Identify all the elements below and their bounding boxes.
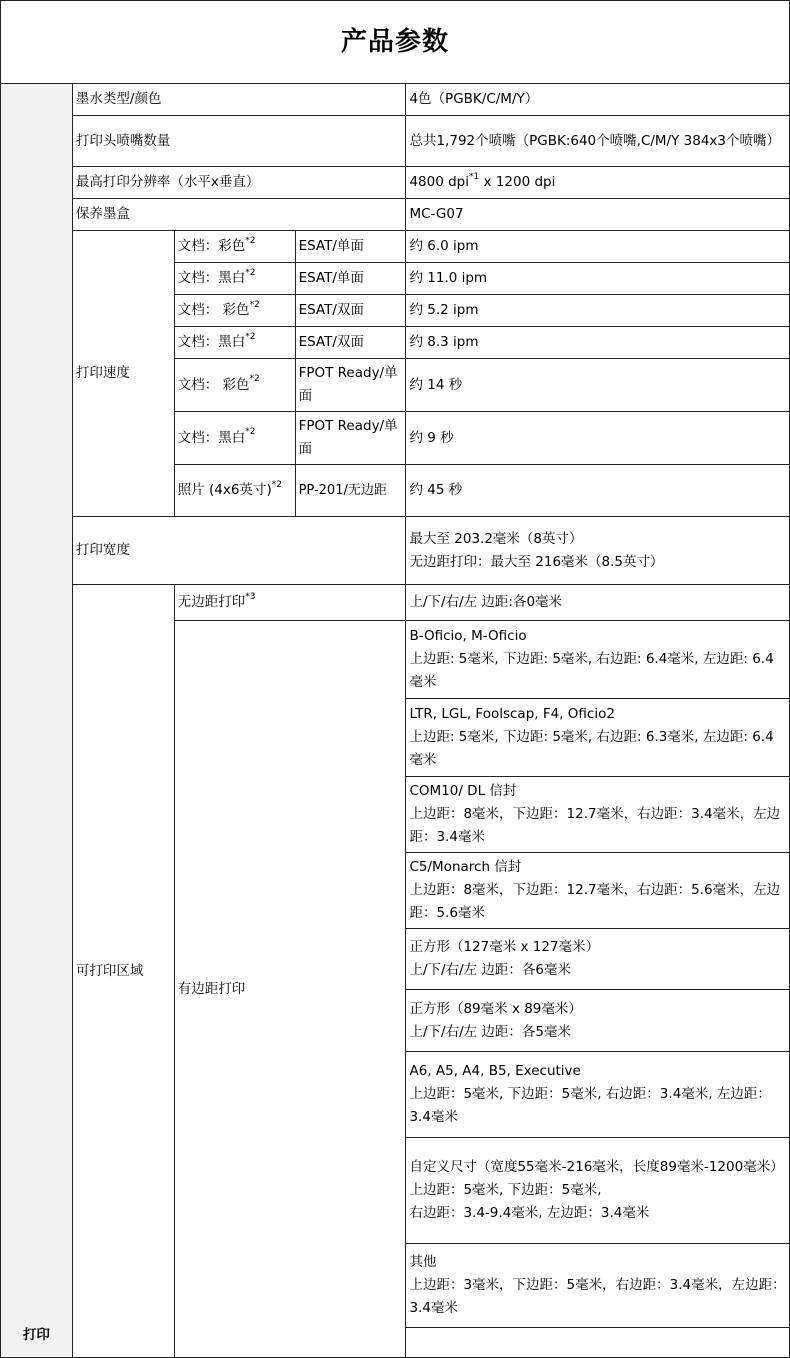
speed-doc xyxy=(174,359,295,412)
cartridge-label: 保养墨盒 xyxy=(72,199,406,231)
margin-item-body: 上边距: 5毫米, 下边距: 5毫米, 右边距: 6.4毫米, 左边距: 6.4毫米 xyxy=(409,651,774,690)
borderless-label-text: 无边距打印 xyxy=(177,594,246,610)
margin-item-head: 正方形（89毫米 x 89毫米） xyxy=(409,1000,582,1017)
speed-doc xyxy=(174,412,295,465)
width-line-1: 最大至 203.2毫米（8英寸） xyxy=(409,530,583,547)
width-value xyxy=(406,517,790,585)
borderless-label xyxy=(174,585,406,621)
margin-item xyxy=(406,699,790,777)
margin-item-body: 上/下/右/左 边距：各6毫米 xyxy=(409,962,571,978)
margin-item xyxy=(406,929,790,990)
speed-doc xyxy=(174,465,295,517)
width-line-2: 无边距打印：最大至 216毫米（8.5英寸） xyxy=(409,553,664,570)
speed-doc-text: 文档：黑白 xyxy=(177,334,246,350)
speed-doc xyxy=(174,231,295,263)
speed-doc-text: 照片 (4x6英寸) xyxy=(177,482,272,498)
margin-item xyxy=(406,777,790,853)
footnote-mark: *1 xyxy=(469,171,480,182)
cartridge-value: MC-G07 xyxy=(406,199,790,231)
speed-doc-text: 文档：黑白 xyxy=(177,270,246,286)
margin-item-body: 上边距：3毫米，下边距：5毫米，右边距：3.4毫米，左边距：3.4毫米 xyxy=(409,1277,786,1316)
speed-value: 约 11.0 ipm xyxy=(406,263,790,295)
speed-value: 约 5.2 ipm xyxy=(406,295,790,327)
area-label: 可打印区域 xyxy=(72,585,174,1358)
margin-item-body: 上边距：5毫米, 下边距：5毫米, xyxy=(409,1182,602,1198)
speed-mode: FPOT Ready/单面 xyxy=(295,359,406,412)
resolution-label: 最高打印分辨率（水平x垂直） xyxy=(72,167,406,199)
speed-value: 约 8.3 ipm xyxy=(406,327,790,359)
ink-type-value: 4色（PGBK/C/M/Y） xyxy=(406,84,790,116)
bordered-label: 有边距打印 xyxy=(174,621,406,1358)
footnote-mark: *2 xyxy=(249,374,260,384)
speed-doc-text: 文档：彩色 xyxy=(177,238,246,254)
speed-mode: ESAT/双面 xyxy=(295,327,406,359)
speed-doc xyxy=(174,295,295,327)
margin-item-empty xyxy=(406,1328,790,1358)
speed-mode: PP-201/无边距 xyxy=(295,465,406,517)
margin-item-body: 上边距：8毫米，下边距：12.7毫米，右边距：5.6毫米，左边距：5.6毫米 xyxy=(409,882,781,921)
speed-label: 打印速度 xyxy=(72,231,174,517)
margin-item-head: LTR, LGL, Foolscap, F4, Oficio2 xyxy=(409,706,615,722)
speed-doc xyxy=(174,327,295,359)
resolution-value xyxy=(406,167,790,199)
nozzles-value: 总共1,792个喷嘴（PGBK:640个喷嘴,C/M/Y 384x3个喷嘴） xyxy=(406,116,790,167)
footnote-mark: *2 xyxy=(271,479,282,490)
footnote-mark: *3 xyxy=(245,591,256,602)
footnote-mark: *2 xyxy=(245,331,256,342)
margin-item xyxy=(406,1244,790,1328)
speed-mode: ESAT/双面 xyxy=(295,295,406,327)
margin-item-body: 上边距：8毫米，下边距：12.7毫米，右边距：3.4毫米，左边距：3.4毫米 xyxy=(409,806,781,845)
resolution-value-post: x 1200 dpi xyxy=(479,174,556,190)
margin-item-head: COM10/ DL 信封 xyxy=(409,783,517,799)
speed-value: 约 6.0 ipm xyxy=(406,231,790,263)
margin-item-head: 其他 xyxy=(409,1254,437,1270)
resolution-value-pre: 4800 dpi xyxy=(409,174,470,190)
speed-doc-text: 文档： 彩色 xyxy=(177,302,250,318)
margin-item-head: 正方形（127毫米 x 127毫米） xyxy=(409,939,600,955)
footnote-mark: *2 xyxy=(249,299,260,310)
footnote-mark: *2 xyxy=(245,427,256,437)
speed-value: 约 45 秒 xyxy=(406,465,790,517)
margin-item-body: 上边距: 5毫米, 下边距: 5毫米, 右边距: 6.3毫米, 左边距: 6.4毫米 xyxy=(409,729,774,768)
category-label: 打印 xyxy=(1,84,73,1358)
margin-item xyxy=(406,853,790,929)
footnote-mark: *2 xyxy=(245,267,256,278)
nozzles-label: 打印头喷嘴数量 xyxy=(72,116,406,167)
speed-value: 约 9 秒 xyxy=(406,412,790,465)
margin-item-body: 上边距：5毫米, 下边距：5毫米, 右边距：3.4毫米, 左边距：3.4毫米 xyxy=(409,1086,771,1125)
margin-item-body: 上/下/右/左 边距：各5毫米 xyxy=(409,1023,571,1040)
margin-item-head: B-Oficio, M-Oficio xyxy=(409,628,527,644)
margin-item-head: A6, A5, A4, B5, Executive xyxy=(409,1063,581,1079)
speed-mode: FPOT Ready/单面 xyxy=(295,412,406,465)
margin-item-head: C5/Monarch 信封 xyxy=(409,859,522,875)
margin-item xyxy=(406,990,790,1052)
borderless-value: 上/下/右/左 边距:各0毫米 xyxy=(406,585,790,621)
footnote-mark: *2 xyxy=(245,235,256,246)
margin-item xyxy=(406,1138,790,1244)
margin-item xyxy=(406,621,790,699)
page-title: 产品参数 xyxy=(1,1,790,84)
speed-mode: ESAT/单面 xyxy=(295,263,406,295)
speed-value: 约 14 秒 xyxy=(406,359,790,412)
speed-doc xyxy=(174,263,295,295)
margin-item xyxy=(406,1052,790,1138)
speed-doc-text: 文档：黑白 xyxy=(177,429,246,446)
margin-item-body-2: 右边距：3.4-9.4毫米, 左边距：3.4毫米 xyxy=(409,1205,650,1221)
speed-doc-text: 文档： 彩色 xyxy=(177,376,250,393)
speed-mode: ESAT/单面 xyxy=(295,231,406,263)
margin-item-head: 自定义尺寸（宽度55毫米-216毫米，长度89毫米-1200毫米） xyxy=(409,1159,784,1175)
width-label: 打印宽度 xyxy=(72,517,406,585)
ink-type-label: 墨水类型/颜色 xyxy=(72,84,406,116)
